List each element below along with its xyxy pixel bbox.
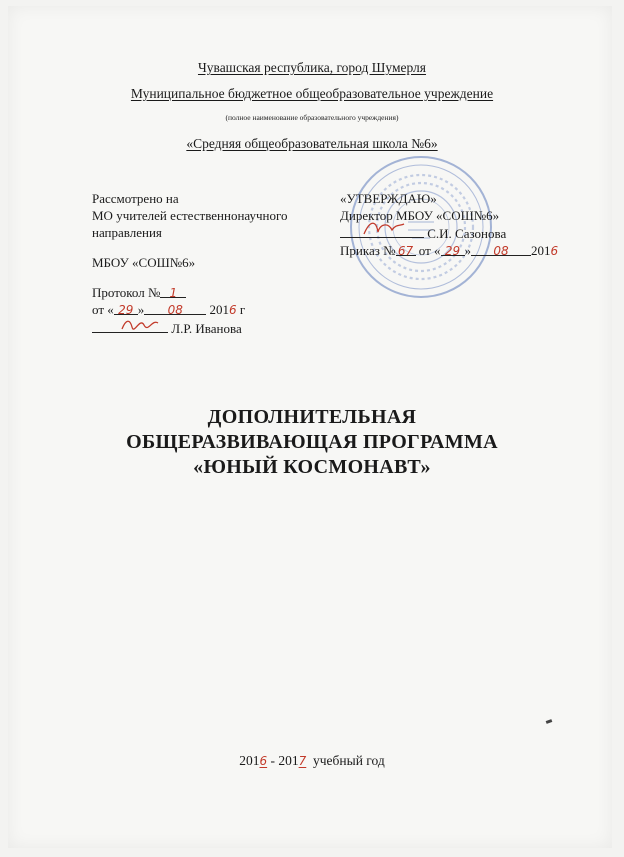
school-name: «Средняя общеобразовательная школа №6»	[186, 136, 438, 151]
signer-line	[92, 319, 332, 337]
date-close-quote: »	[137, 302, 145, 317]
year1-prefix: 201	[239, 753, 260, 768]
director-name: С.И. Сазонова	[427, 226, 507, 241]
signature-blank	[92, 319, 168, 333]
signer-name: Л.Р. Иванова	[171, 321, 242, 336]
protocol-day: 29	[118, 303, 134, 317]
order-line	[340, 242, 600, 260]
year-label: учебный год	[313, 753, 385, 768]
order-month: 08	[493, 244, 509, 258]
protocol-number: 1	[169, 286, 178, 300]
year2-suffix: 7	[298, 754, 307, 768]
considered-block	[92, 190, 332, 337]
considered-line4: МБОУ «СОШ№6»	[92, 255, 196, 270]
protocol-year-prefix: 201	[209, 302, 230, 317]
protocol-year-suffix: 6	[229, 303, 237, 317]
title-line1: ДОПОЛНИТЕЛЬНАЯ	[207, 406, 417, 428]
director-sign-line	[340, 224, 600, 242]
order-from: от «	[418, 243, 441, 258]
title-line3: «ЮНЫЙ КОСМОНАВТ»	[193, 456, 431, 478]
year1-suffix: 6	[259, 754, 268, 768]
title-line2: ОБЩЕРАЗВИВАЮЩАЯ ПРОГРАММА	[126, 431, 498, 453]
protocol-label: Протокол №	[92, 285, 161, 300]
approve-heading: «УТВЕРЖДАЮ»	[340, 191, 437, 206]
approval-block	[340, 190, 600, 260]
year2-prefix: 201	[278, 753, 299, 768]
director-signature	[362, 218, 406, 238]
institution-line: Муниципальное бюджетное общеобразовательное учреждение	[130, 86, 494, 101]
order-label: Приказ №	[340, 243, 396, 258]
order-year-prefix: 201	[531, 243, 551, 258]
academic-year	[0, 753, 624, 769]
institution-note: (полное наименование образовательного учреждения)	[225, 113, 399, 122]
program-title	[0, 405, 624, 480]
year-dash: -	[267, 753, 279, 768]
order-day: 29	[444, 244, 461, 258]
region-line: Чувашская республика, город Шумерля	[197, 60, 427, 75]
considered-line2: МО учителей естественнонаучного	[92, 208, 288, 223]
director-title: Директор МБОУ «СОШ№6»	[340, 208, 500, 223]
director-signature-blank	[340, 224, 424, 238]
protocol-line	[92, 284, 332, 301]
considered-line3: направления	[92, 225, 162, 240]
considered-line1: Рассмотрено на	[92, 191, 179, 206]
year-abbrev: г	[239, 302, 246, 317]
date-open-quote: от «	[92, 302, 114, 317]
order-number: 67	[397, 244, 414, 258]
protocol-month: 08	[167, 303, 183, 317]
order-close-quote: »	[464, 243, 472, 258]
order-year-suffix: 6	[550, 244, 559, 258]
handwritten-signature	[120, 315, 160, 333]
